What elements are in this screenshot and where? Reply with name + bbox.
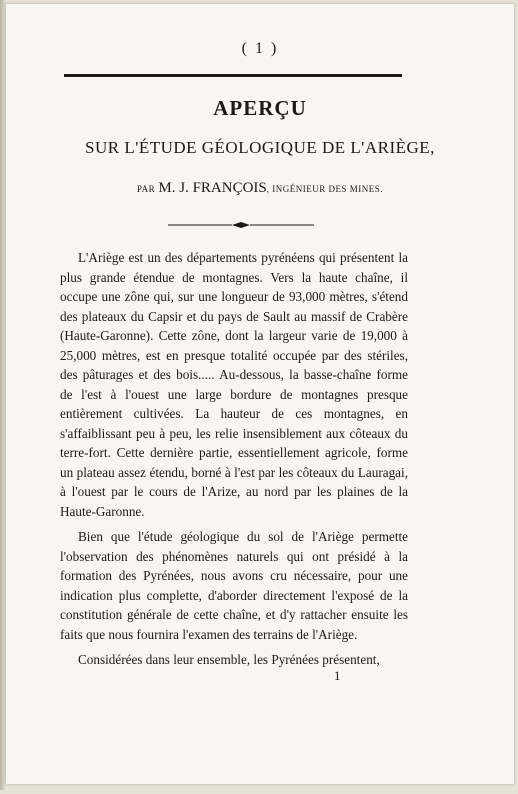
- ornament-divider-icon: [166, 220, 316, 230]
- author-byline: [6, 180, 514, 197]
- document-subtitle: SUR L'ÉTUDE GÉOLOGIQUE DE L'ARIÈGE,: [85, 138, 435, 157]
- header-rule: [64, 74, 402, 77]
- author-name: M. J. FRANÇOIS: [158, 180, 267, 196]
- paragraph-2: Bien que l'étude géologique du sol de l'Ariège permette l'observation des phénomènes naturels qui ont présidé à la formation des Pyrénées, nous avons cru nécessaire, pour une indication plus complette, d'aborder directement l'exposé de la constitution générale de cette chaîne, et d'y rattacher ensuite les faits que nous fournira l'examen des terrains de l'Ariège.: [60, 529, 408, 642]
- paragraph-3: Considérées dans leur ensemble, les Pyrénées présentent,: [78, 652, 380, 667]
- body-text: [60, 248, 408, 676]
- paragraph-1: L'Ariège est un des départements pyrénéens qui présentent la plus grande étendue de montagnes. Vers la haute chaîne, il occupe une zône qui, sur une longueur de 93,000 mètres, s'étend des plateaux du Capsir et du pays de Sault au massif de Crabère (Haute-Garonne). Cette zône, dont la largeur varie de 19,000 à 25,000 mètres, est en presque totalité occupée par des stériles, des pâturages et des bois..... Au-dessous, la basse-chaîne forme de l'est à l'ouest une large bordure de montagnes presque entièrement cultivées. La hauteur de ces montagnes, en s'affaiblissant peu à peu, les relie insensiblement aux côteaux du terre-fort. Cette dernière partie, essentiellement agricole, forme un plateau assez étendu, borné à l'est par les côteaux du Lauragai, à l'ouest par le cours de l'Arize, au nord par les plaines de la Haute-Garonne.: [60, 250, 408, 519]
- byline-prefix: PAR: [136, 184, 156, 194]
- author-role: , INGÉNIEUR DES MINES.: [266, 184, 384, 194]
- document-page: [6, 4, 514, 784]
- signature-mark: 1: [334, 668, 341, 683]
- page-number: ( 1 ): [241, 40, 279, 57]
- document-title: APERÇU: [213, 96, 307, 120]
